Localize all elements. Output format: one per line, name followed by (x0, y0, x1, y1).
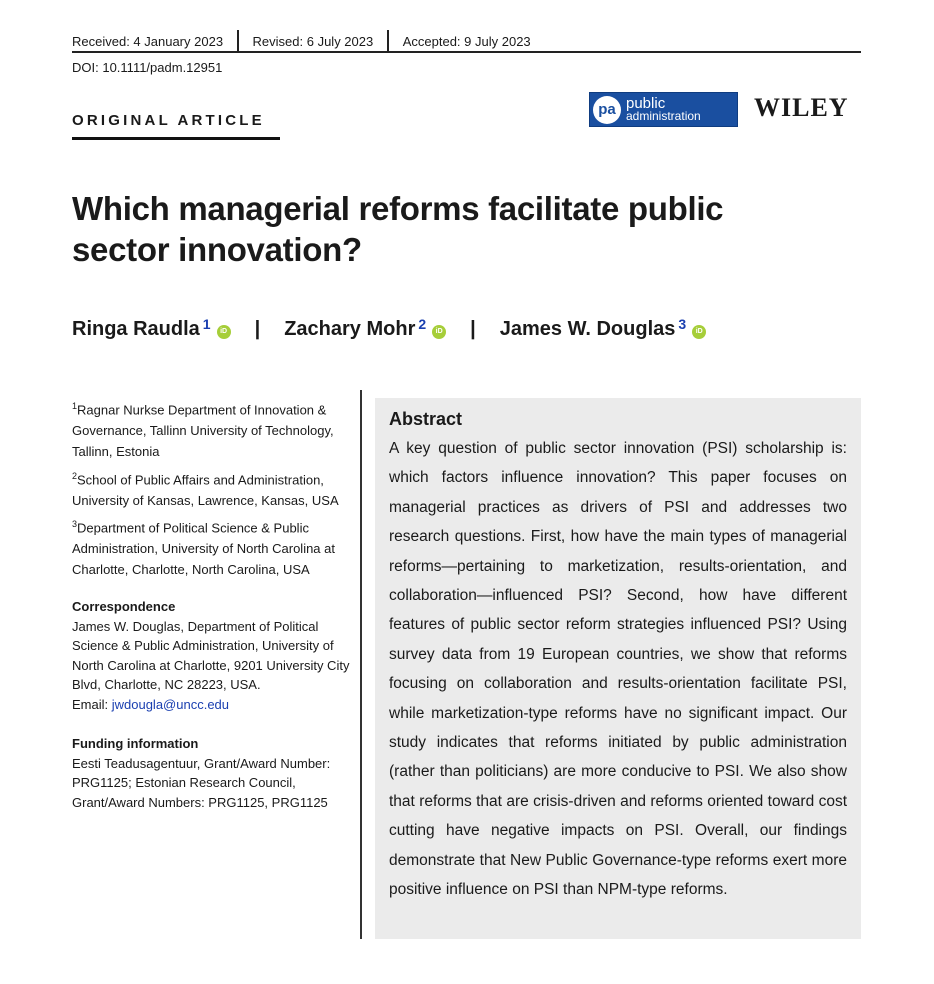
journal-logo-text (626, 94, 701, 123)
publication-dates (72, 31, 531, 51)
date-divider (387, 30, 389, 52)
article-title: Which managerial reforms facilitate public sector innovation? (72, 190, 724, 268)
funding-label: Funding information (72, 736, 199, 751)
author-affiliation-ref[interactable]: 1 (202, 316, 211, 332)
author-separator: | (470, 318, 476, 340)
author-list (72, 318, 706, 341)
author-affiliation-ref[interactable]: 2 (418, 316, 427, 332)
correspondence (72, 597, 352, 714)
funding-text: Eesti Teadusagentuur, Grant/Award Number: PRG1125; Estonian Research Council, Grant/Award Numbers: PRG1125, PRG1125 (72, 755, 331, 810)
affiliation-text: School of Public Affairs and Administration, University of Kansas, Lawrence, Kansas, USA (72, 472, 339, 509)
received-date: Received: 4 January 2023 (72, 33, 224, 49)
affiliation (72, 514, 352, 580)
abstract-text: A key question of public sector innovation (PSI) scholarship is: which factors influence innovation? This paper focuses on managerial practices as drivers of PSI and addresses two research questions. First, how have the main types of managerial reforms—pertaining to marketization, results-orientation, and collaboration—influenced PSI? Second, how have different features of public sector reform strategies influenced PSI? Using survey data from 19 European countries, we show that reforms focusing on collaboration and results-orientation facilitate PSI, while marketization-type reforms have no significant impact. Our study indicates that reforms initiated by public administration (rather than politicians) are more conducive to PSI. We also show that reforms that are crisis-driven and reforms oriented toward cost cutting have negative impacts on PSI. Overall, our findings demonstrate that New Public Governance-type reforms exert more positive influence on PSI than NPM-type reforms. (389, 440, 847, 899)
author-separator: | (254, 318, 261, 340)
affiliation-number: 1 (72, 401, 78, 411)
accepted-date: Accepted: 9 July 2023 (402, 33, 531, 49)
revised-date: Revised: 6 July 2023 (252, 33, 374, 49)
journal-logo-line1: public (626, 94, 666, 112)
author-name[interactable]: Ringa Raudla (72, 318, 200, 340)
affiliation (72, 396, 352, 462)
author-affiliation-ref[interactable]: 3 (678, 316, 687, 332)
date-divider (237, 30, 239, 52)
affiliation-text: Department of Political Science & Public Administration, University of North Carolina at Charlotte, Charlotte, North Carolina, USA (72, 520, 335, 578)
journal-logo[interactable] (589, 92, 738, 127)
affiliation-number: 2 (72, 471, 78, 481)
affiliation (72, 466, 352, 511)
funding-information (72, 734, 352, 812)
column-divider (360, 390, 362, 939)
correspondence-email-line (72, 695, 352, 715)
abstract-heading: Abstract (389, 409, 463, 429)
article-type-underline (72, 137, 280, 140)
author-name[interactable]: James W. Douglas (499, 318, 676, 340)
pa-mark-icon: pa (593, 96, 621, 124)
doi[interactable]: DOI: 10.1111/padm.12951 (72, 60, 223, 75)
correspondence-text: James W. Douglas, Department of Political Science & Public Administration, University of North Carolina at Charlotte, 9201 University City Blvd, Charlotte, NC 28223, USA. (72, 618, 350, 692)
email-link[interactable]: jwdougla@uncc.edu (111, 696, 230, 712)
article-type: ORIGINAL ARTICLE (72, 112, 265, 129)
orcid-icon[interactable]: iD (432, 325, 446, 339)
orcid-icon[interactable]: iD (217, 325, 231, 339)
author-name[interactable]: Zachary Mohr (284, 318, 416, 340)
email-label: Email: (72, 696, 112, 712)
header-rule (72, 51, 861, 53)
affiliation-number: 3 (72, 519, 78, 529)
journal-logo-line2: administration (626, 108, 701, 123)
publisher-logo[interactable]: WILEY (754, 93, 849, 122)
abstract-box (375, 398, 861, 939)
affiliation-text: Ragnar Nurkse Department of Innovation & Governance, Tallinn University of Technology, Tallinn, Estonia (72, 402, 334, 460)
orcid-icon[interactable]: iD (692, 325, 706, 339)
correspondence-label: Correspondence (72, 599, 176, 614)
